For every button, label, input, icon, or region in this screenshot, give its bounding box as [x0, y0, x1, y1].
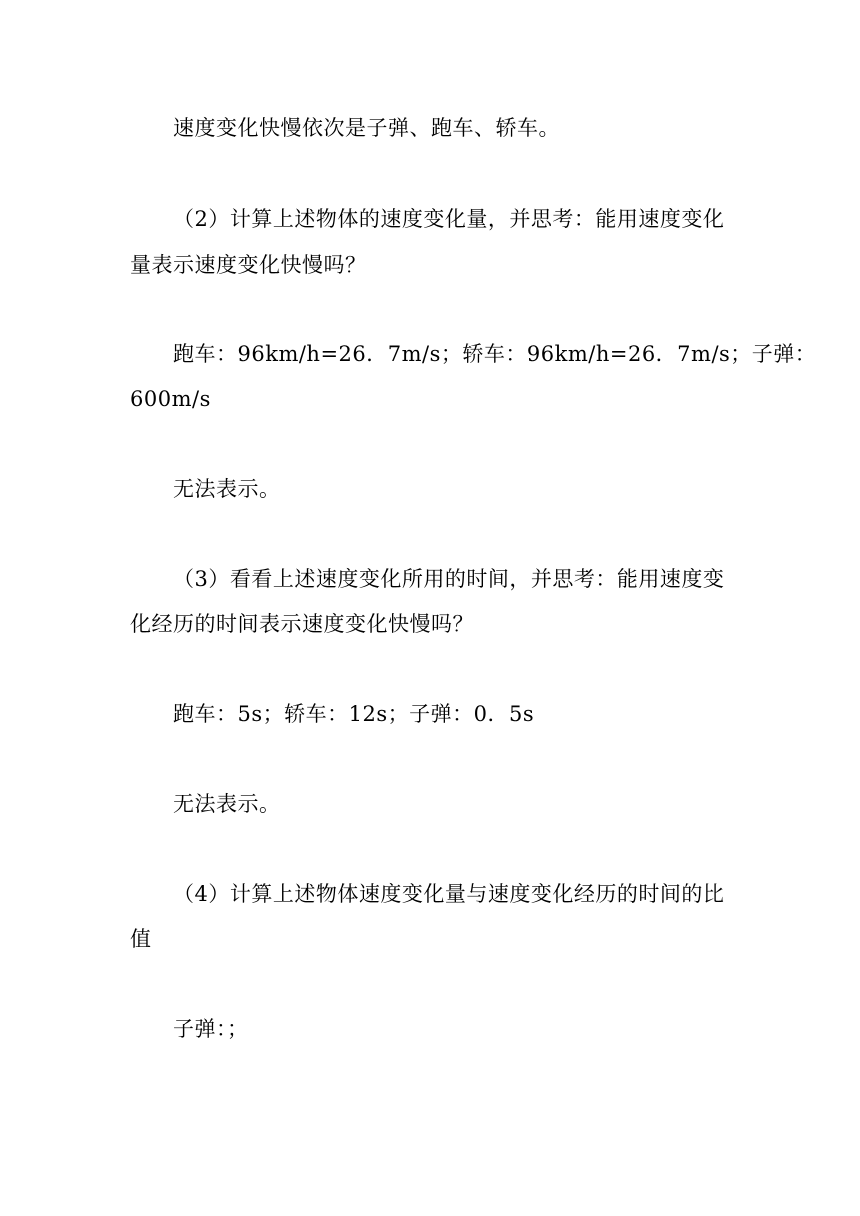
question-2-line-2: 量表示速度变化快慢吗？ [130, 253, 367, 277]
answer-2-conclusion: 无法表示。 [173, 477, 281, 501]
paragraph-speed-order: 速度变化快慢依次是子弹、跑车、轿车。 [173, 116, 560, 140]
question-4-line-1: （4）计算上述物体速度变化量与速度变化经历的时间的比 [173, 882, 725, 906]
question-3-line-1: （3）看看上述速度变化所用的时间，并思考：能用速度变 [173, 567, 725, 591]
answer-2-line-1: 跑车：96km/h=26．7m/s；轿车：96km/h=26．7m/s；子弹： [173, 342, 817, 366]
answer-2-line-2: 600m/s [130, 387, 211, 411]
answer-3-conclusion: 无法表示。 [173, 792, 281, 816]
question-4-line-2: 值 [130, 927, 152, 951]
question-3-line-2: 化经历的时间表示速度变化快慢吗？ [130, 612, 474, 636]
question-2-line-1: （2）计算上述物体的速度变化量，并思考：能用速度变化 [173, 207, 725, 231]
answer-3-times: 跑车：5s；轿车：12s；子弹：0．5s [173, 702, 535, 726]
answer-4-bullet: 子弹：； [173, 1017, 249, 1041]
